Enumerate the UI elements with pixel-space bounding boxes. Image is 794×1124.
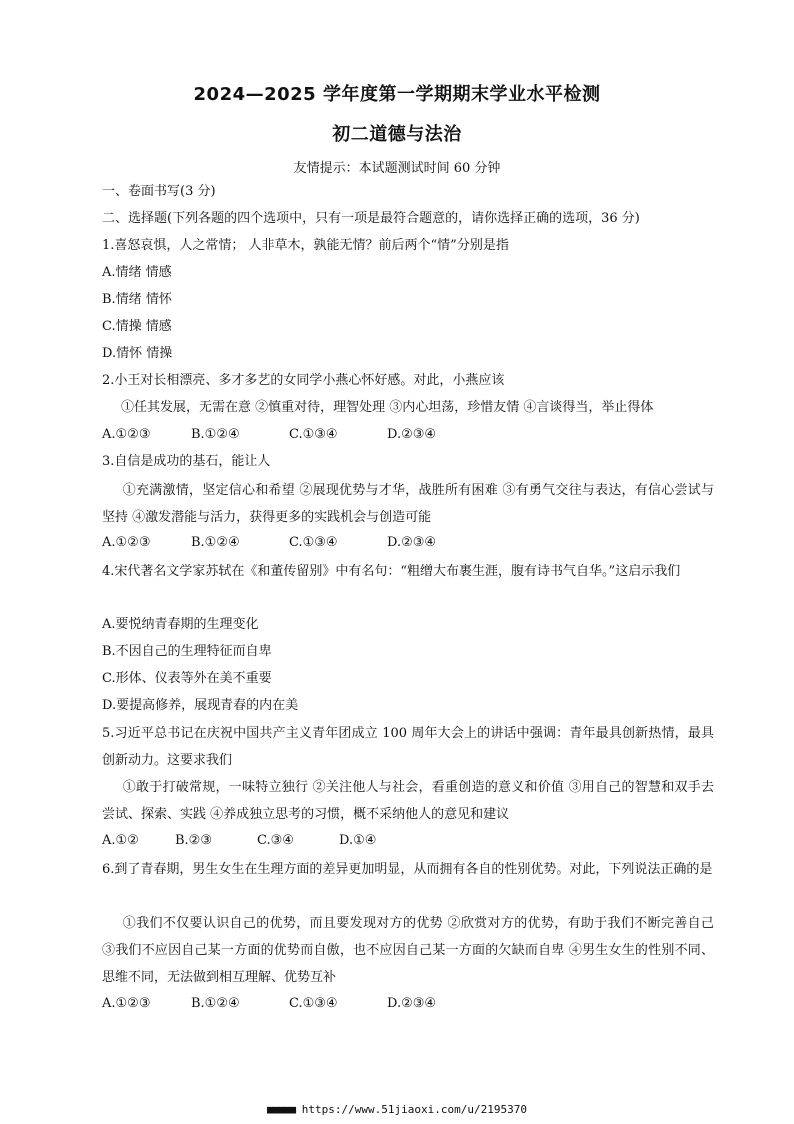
- q5-option-b: B.②③: [175, 833, 212, 848]
- q4-option-d: D.要提高修养，展现青春的内在美: [102, 698, 299, 713]
- q4-option-b: B.不因自己的生理特征而自卑: [102, 644, 272, 659]
- q6-option-c: C.①③④: [289, 996, 338, 1011]
- q6-options: [102, 995, 436, 1013]
- q5-stem: 5.习近平总书记在庆祝中国共产主义青年团成立 100 周年大会上的讲话中强调：青年最具创新热情，最具创新动力。这要求我们: [102, 726, 714, 768]
- q6-option-d: D.②③④: [387, 996, 437, 1011]
- q5-option-c: C.③④: [257, 833, 294, 848]
- q6-stem: 6.到了青春期，男生女生在生理方面的差异更加明显，从而拥有各自的性别优势。对此，下列说法正确的是: [102, 862, 713, 877]
- subject-title: 初二道德与法治: [332, 124, 462, 145]
- q2-option-d: D.②③④: [387, 427, 437, 442]
- q2-stem: 2.小王对长相漂亮、多才多艺的女同学小燕心怀好感。对此，小燕应该: [102, 373, 505, 388]
- q2-items: ①任其发展，无需在意 ②慎重对待，理智处理 ③内心坦荡，珍惜友情 ④言谈得当，举止得体: [121, 400, 654, 415]
- q4-stem: 4.宋代著名文学家苏轼在《和董传留别》中有名句：“粗缯大布裹生涯，腹有诗书气自华。”这启示我们: [102, 564, 681, 579]
- q1-option-a: A.情绪 情感: [102, 265, 172, 280]
- section-2-heading: 二、选择题(下列各题的四个选项中，只有一项是最符合题意的，请你选择正确的选项，36 分): [102, 211, 640, 226]
- q3-option-b: B.①②④: [191, 535, 240, 550]
- q6-option-b: B.①②④: [191, 996, 240, 1011]
- q3-items: ①充满激情，坚定信心和希望 ②展现优势与才华，战胜所有困难 ③有勇气交往与表达，有信心尝试与坚持 ④激发潜能与活力，获得更多的实践机会与创造可能: [102, 483, 714, 525]
- q2-option-a: A.①②③: [102, 427, 151, 442]
- q5-options: [102, 832, 376, 850]
- q3-stem: 3.自信是成功的基石，能让人: [102, 454, 271, 469]
- exam-title: 2024—2025 学年度第一学期期末学业水平检测: [193, 84, 601, 105]
- q2-option-c: C.①③④: [289, 427, 338, 442]
- q1-option-c: C.情操 情感: [102, 319, 172, 334]
- q3-option-d: D.②③④: [387, 535, 437, 550]
- q6-option-a: A.①②③: [102, 996, 151, 1011]
- footer-url[interactable]: https://www.51jiaoxi.com/u/2195370: [301, 1103, 527, 1116]
- q1-stem: 1.喜怒哀惧，人之常情； 人非草木，孰能无情？前后两个“情”分别是指: [102, 238, 509, 253]
- section-1-heading: 一、卷面书写(3 分): [102, 184, 216, 199]
- q1-option-b: B.情绪 情怀: [102, 292, 172, 307]
- q1-option-d: D.情怀 情操: [102, 346, 173, 361]
- q5-option-a: A.①②: [102, 833, 139, 848]
- q4-option-a: A.要悦纳青春期的生理变化: [102, 617, 259, 632]
- page-footer: [0, 1103, 794, 1116]
- q3-options: [102, 534, 436, 552]
- q3-option-a: A.①②③: [102, 535, 151, 550]
- q3-option-c: C.①③④: [289, 535, 338, 550]
- q5-items: ①敢于打破常规，一味特立独行 ②关注他人与社会，看重创造的意义和价值 ③用自己的智慧和双手去尝试、探索、实践 ④养成独立思考的习惯，概不采纳他人的意见和建议: [102, 780, 714, 822]
- q6-items: ①我们不仅要认识自己的优势，而且要发现对方的优势 ②欣赏对方的优势，有助于我们不断完善自己 ③我们不应因自己某一方面的优势而自傲，也不应因自己某一方面的欠缺而自卑 ④男生女生的性别不同、思维不同，无法做到相互理解、优势互补: [102, 916, 714, 985]
- q5-option-d: D.①④: [339, 833, 377, 848]
- q4-option-c: C.形体、仪表等外在美不重要: [102, 671, 272, 686]
- footer-mark: ■■■■■: [267, 1103, 296, 1116]
- q2-option-b: B.①②④: [191, 427, 240, 442]
- q2-options: [102, 426, 436, 444]
- time-hint: 友情提示：本试题测试时间 60 分钟: [293, 161, 501, 176]
